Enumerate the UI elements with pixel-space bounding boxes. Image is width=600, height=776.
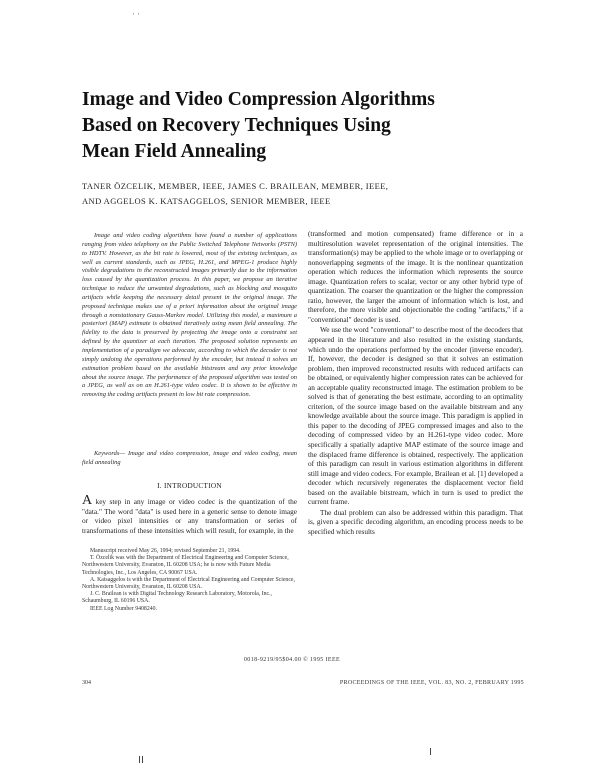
scan-artifact: [139, 756, 140, 763]
introduction-paragraph: [82, 493, 297, 535]
page-number: 304: [82, 680, 91, 686]
abstract-text: Image and video coding algorithms have found a number of applications ranging from video telephony on the Public Switched Telephone Networks (PSTN) to HDTV. However, as the bit rate is lowered, most of the existing techniques, as well as current standards, such as JPEG, H.261, and MPEG-1 produce highly visible degradations in the reconstructed images primarily due to the information loss caused by the quantization process. In this paper, we propose an iterative technique to reduce the unwanted degradations, such as blocking and mosquito artifacts while keeping the necessary detail present in the original image. The proposed technique makes use of a priori information about the original image through a nonstationary Gauss-Markov model. Utilizing this model, a maximum a posteriori (MAP) estimate is obtained iteratively using mean field annealing. The fidelity to the data is preserved by projecting the image onto a constraint set defined by the quantizer at each iteration. The proposed solution represents an implementation of a paradigm we advocate, according to which the decoder is not simply undoing the operations performed by the encoder, but instead it solves an estimation problem based on the available bitstream and any prior knowledge about the source image. The performance of the proposed algorithm was tested on a JPEG, as well as on an H.261-type video codec. It is shown to be effective in removing the coding artifacts present in low bit rate compression.: [82, 232, 297, 399]
intro-body: key step in any image or video codec is the quantization of the "data." The word "data" is used here in a generic sense to denote image or video pixel intensities or any transformation or series of transformations of these intensities which will result, for example, in the: [82, 497, 297, 535]
intro-text: [82, 493, 297, 535]
footnote-line: T. Özcelik was with the Department of Electrical Engineering and Computer Science, Northwestern University, Evanston, IL 60208 USA; he is now with Future Media Technologies, Inc., Los Angeles, CA 90067 USA.: [82, 555, 289, 576]
paper-title: [82, 87, 502, 165]
author-line: AND AGGELOS K. KATSAGGELOS, SENIOR MEMBER, IEEE: [82, 196, 331, 206]
body-paragraph: The dual problem can also be addressed within this paradigm. That is, given a specific decoding algorithm, an encoding process needs to be specified which results: [308, 507, 523, 536]
footnote-line: Manuscript received May 26, 1994; revised September 21, 1994.: [90, 548, 241, 554]
author-line: TANER ÖZCELIK, MEMBER, IEEE, JAMES C. BRAILEAN, MEMBER, IEEE,: [82, 181, 389, 191]
scan-artifact: [142, 756, 143, 763]
journal-citation: PROCEEDINGS OF THE IEEE, VOL. 83, NO. 2, FEBRUARY 1995: [339, 680, 524, 686]
footnote-line: IEEE Log Number 9408240.: [90, 605, 157, 612]
footnote-line: J. C. Brailean is with Digital Technology Research Laboratory, Motorola, Inc., Schaumburg, IL 60196 USA.: [82, 591, 272, 605]
keywords: [82, 450, 297, 468]
copyright-line: 0018-9219/95$04.00 © 1995 IEEE: [243, 657, 341, 663]
footnote: [82, 548, 297, 613]
body-paragraph: We use the word "conventional" to describe most of the decoders that appeared in the literature and also resulted in the existing standards, which undo the operations performed by the encoder (inverse encoder). If, however, the decoder is designed so that it solves an estimation problem, then improved reconstructed results with reduced artifacts can be obtained, or equivalently higher compression rates can be achieved for an acceptable quality reconstructed image. The estimation problem to be solved is that of generating the best estimate, according to an optimality criterion, of the source image based on the available bitstream and any knowledge available about the source image. This paradigm is applied in this paper to the decoding of JPEG compressed images and also to the decoding of compressed video by an H.261-type video codec. More specifically a spatially adaptive MAP estimate of the source image and the displaced frame difference is obtained, respectively. The application of this paradigm can result in various estimation algorithms in different still image and video codecs. For example, Brailean et al. [1] developed a decoder which recursively regenerates the displacement vector field based on the available bitstream, which in turn is used to predict the current frame.: [308, 325, 523, 507]
keywords-text: Keywords— Image and video compression, image and video coding, mean field annealing: [82, 450, 297, 466]
scan-artifact: [430, 748, 431, 755]
title-line: Mean Field Annealing: [82, 141, 267, 162]
body-paragraph: (transformed and motion compensated) frame difference or in a multiresolution wavelet representation of the original intensities. The transformation(s) may be applied to the whole image or to overlapping or nonoverlapping segments of the image. It is the nonlinear quantization operation which reduces the information which represents the source image. Quantization refers to scalar, vector or any other hybrid type of quantization. The coarser the quantization or the higher the compression ratio, however, the larger the amount of information which is lost, and therefore, the more visible and objectionable the coding "artifacts," if a "conventional" decoder is used.: [308, 229, 523, 324]
footnote-line: A. Katsaggelos is with the Department of Electrical Engineering and Computer Science, Northwestern University, Evanston, IL 60208 USA.: [82, 576, 295, 591]
title-line: Image and Video Compression Algorithms: [82, 89, 435, 110]
section-heading: I. INTRODUCTION: [157, 482, 222, 490]
drop-cap: A: [82, 493, 93, 508]
author-list: [82, 179, 502, 209]
scan-mark: ' ': [133, 12, 141, 20]
abstract: [82, 232, 297, 400]
title-line: Based on Recovery Techniques Using: [82, 115, 391, 136]
right-column: [308, 229, 523, 537]
